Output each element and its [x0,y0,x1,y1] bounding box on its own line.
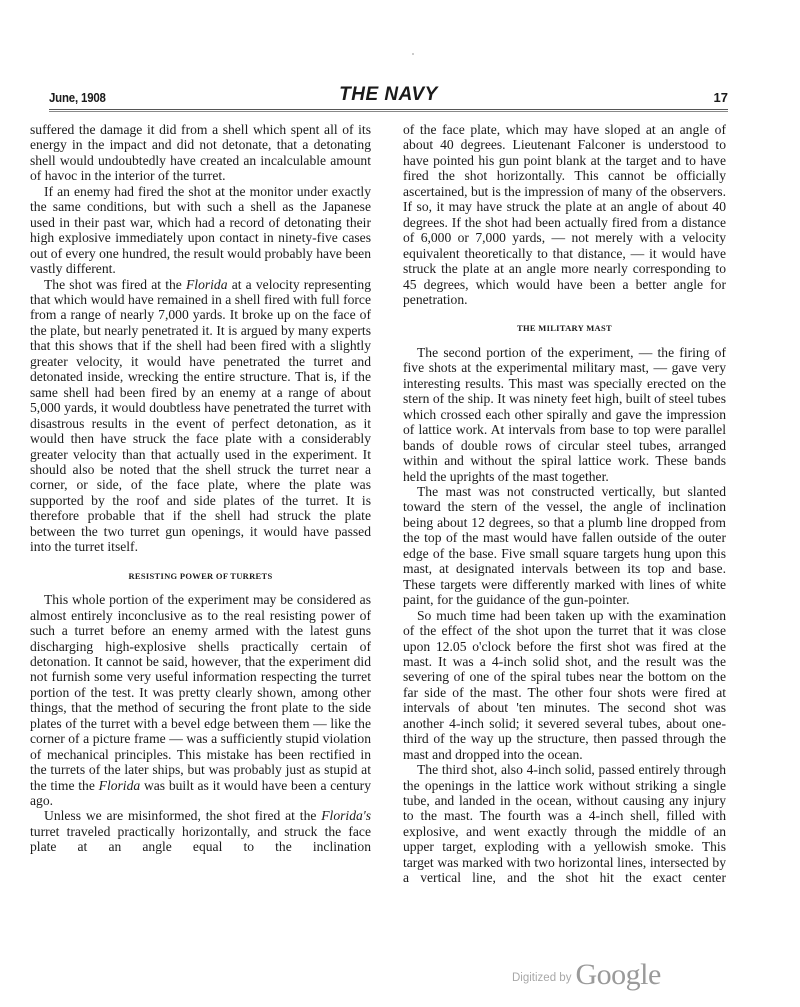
paragraph: So much time had been taken up with the examination of the effect of the shot upon the turret that it was close upon 12.05 o'clock before the first shot was fired at the mast. It was a 4-inch solid shot, and the result was the severing of one of the spiral tubes near the bottom on the far side of the mast. The other four shots were fired at intervals of about 'ten minutes. The second shot was another 4-inch solid; it severed several tubes, about one-third of the way up the structure, then passed through the mast and dropped into the ocean. [403,607,726,762]
paragraph: If an enemy had fired the shot at the monitor under exactly the same conditions, but with such a shell as the Japanese used in their past war, which had a record of detonating their high explosive immediately upon contact in ninety-five cases out of every one hundred, the result would probably have been vastly different. [30,183,371,277]
ship-name: Florida [98,777,141,793]
ship-name: Florida's [321,808,371,824]
scan-speck [412,53,414,55]
paragraph: The second portion of the experiment, — the firing of five shots at the experimental military mast, — gave very interesting results. This mast was specially erected on the stern of the ship. It was ninety feet high, built of steel tubes which crossed each other spirally and gave the impression of lattice work. At intervals from base to top were parallel bands of double rows of circular steel tubes, arranged within and without the spiral lattice work. These bands held the uprights of the mast together. [403,344,726,484]
digitized-by-text: Digitized by [512,972,572,984]
digitized-watermark [512,958,661,992]
paragraph: The third shot, also 4-inch solid, passed entirely through the openings in the lattice work without striking a single tube, and landed in the ocean, without causing any injury to the mast. The fourth was a 4-inch shell, filled with explosive, and went exactly through the middle of an upper target, exploding with a yellowish smoke. This target was marked with two horizontal lines, intersected by a vertical line, and the shot hit the exact center [403,762,726,886]
text-run: Unless we are misinformed, the shot fired at the [44,808,322,824]
paragraph: of the face plate, which may have sloped at an angle of about 40 degrees. Lieutenant Falconer is understood to have pointed his gun point blank at the target and to have fired the shot horizontally. This cannot be officially ascertained, but is the impression of many of the observers. If so, it may have struck the plate at an angle of about 40 degrees. If the shot had been actually fired from a distance of 6,000 or 7,000 yards, — not merely with a velocity equivalent theoretically to that distance, — it would have struck the plate at an angle more nearly corresponding to 45 degrees, which would have been a better angle for penetration. [403,122,726,307]
paragraph: The mast was not constructed vertically, but slanted toward the stern of the vessel, the angle of inclination being about 12 degrees, so that a plumb line dropped from the top of the mast would have fallen outside of the outer edge of the base. Five small square targets hung upon this mast, at designated intervals between its top and base. These targets were differently marked with lines of white paint, for the guidance of the gun-pointer. [403,483,726,608]
google-logo: Google [575,958,661,991]
text-run: turret traveled practically horizontally, and struck the face plate at an angle equal to the inclination [30,823,371,855]
left-column [30,122,371,855]
right-column [403,122,726,886]
text-run: was built as it would have been a century ago. [30,777,371,809]
ship-name: Florida [185,276,228,292]
header-title: THE NAVY [339,84,438,105]
text-run: The shot was fired at the [44,276,186,292]
section-heading: RESISTING POWER OF TURRETS [128,570,273,581]
header-date: June, 1908 [49,90,106,105]
paragraph [30,808,371,854]
text-run: This whole portion of the experiment may be considered as almost entirely inconclusive as to the real resisting power of such a turret before an enemy armed with the latest guns discharging high-explosive shells practically certain of detonation. It cannot be said, however, that the experiment did not furnish some very useful information respecting the turret portion of the test. It was pretty clearly shown, among other things, that the method of securing the front plate to the side plates of the turret with a bevel edge between them — like the corner of a picture frame — was a sufficiently stupid violation of mechanical principles. This mistake has been rectified in the turrets of the later ships, but was probably just as stupid at the time the [30,592,371,793]
paragraph [30,277,371,555]
header-rule [49,109,728,112]
section-heading: THE MILITARY MAST [516,323,612,334]
page-number: 17 [713,90,728,105]
paragraph: suffered the damage it did from a shell which spent all of its energy in the impact and did not detonate, that a detonating shell would undoubtedly have created an incalculable amount of havoc in the interior of the turret. [30,122,371,184]
paragraph [30,592,371,808]
text-run: at a velocity representing that which would have remained in a shell fired with full force from a range of nearly 7,000 yards. It broke up on the face of the plate, but nearly penetrated it. It is argued by many experts that this shows that if the shell had been fired with a slightly greater velocity, it would have penetrated the turret and detonated inside, wrecking the entire structure. That is, if the same shell had been fired by an enemy at a range of about 5,000 yards, it would doubtless have penetrated the turret with disastrous results in the event of perfect detonation, as it would then have struck the face plate with a considerably greater velocity than that actually used in the experiment. It should also be noted that the shell struck the turret near a corner, or side, of the face plate, where the plate was supported by the roof and side plates of the turret. It is therefore probable that if the shell had struck the plate between the two turret gun openings, it would have passed into the turret itself. [30,276,371,555]
running-header [49,84,728,108]
